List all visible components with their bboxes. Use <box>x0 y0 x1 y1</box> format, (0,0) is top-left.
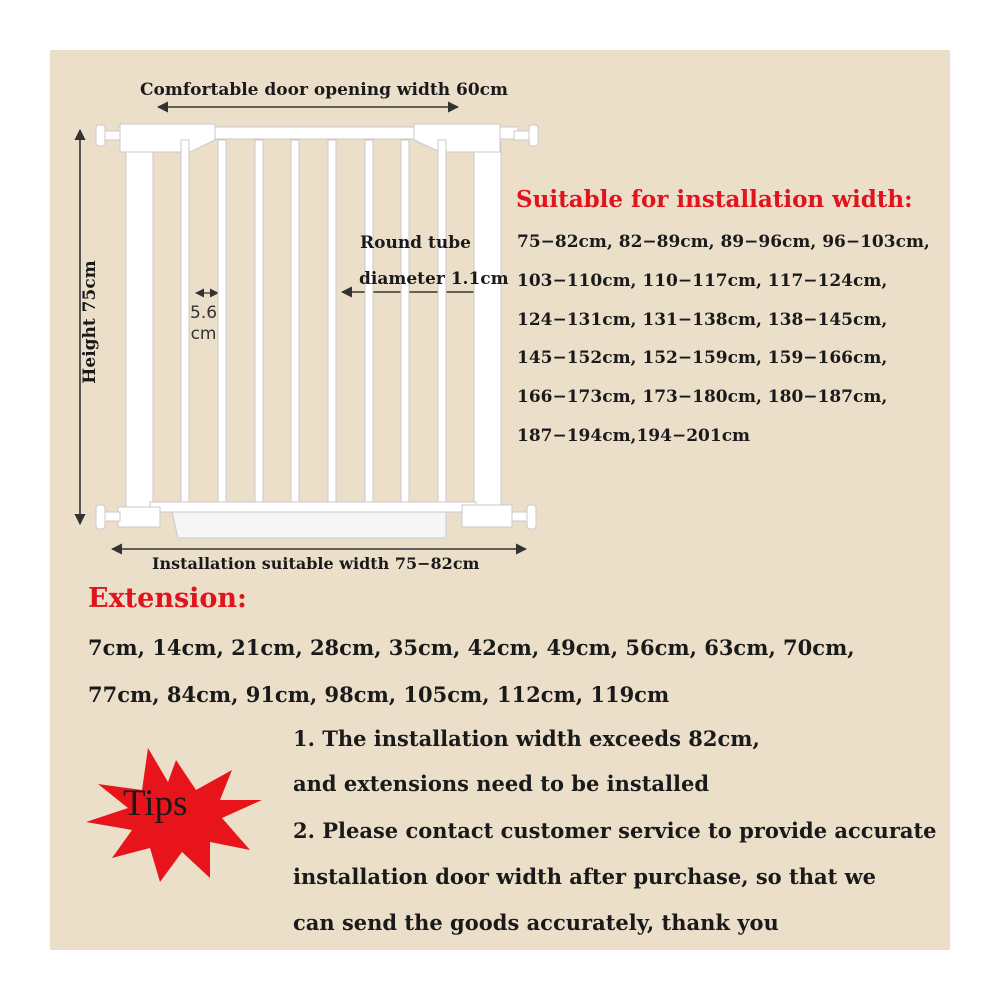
tip-line: 2. Please contact customer service to provide accurate <box>293 818 937 843</box>
tip-line: installation door width after purchase, so that we <box>293 864 877 889</box>
extension-row: 7cm, 14cm, 21cm, 28cm, 35cm, 42cm, 49cm, 56cm, 63cm, 70cm, <box>88 635 855 660</box>
top-dimension-label: Comfortable door opening width 60cm <box>140 80 508 100</box>
bar-gap-unit: cm <box>190 324 217 344</box>
extension-title: Extension: <box>88 583 248 614</box>
suitable-width-row: 124−131cm, 131−138cm, 138−145cm, <box>517 310 888 330</box>
bottom-dimension-label: Installation suitable width 75−82cm <box>152 554 480 573</box>
suitable-width-row: 187−194cm,194−201cm <box>517 426 751 446</box>
suitable-width-row: 166−173cm, 173−180cm, 180−187cm, <box>517 387 888 407</box>
gate-frame <box>96 124 538 538</box>
suitable-width-row: 145−152cm, 152−159cm, 159−166cm, <box>517 348 888 368</box>
tube-label-line1: Round tube <box>360 233 471 253</box>
bar-gap-label <box>190 303 217 345</box>
tube-label-line2: diameter 1.1cm <box>359 269 509 289</box>
bar-gap-value: 5.6 <box>190 303 218 323</box>
suitable-width-row: 103−110cm, 110−117cm, 117−124cm, <box>517 271 888 291</box>
tip-line: 1. The installation width exceeds 82cm, <box>293 726 760 751</box>
height-dimension-label: Height 75cm <box>80 260 100 384</box>
tip-line: and extensions need to be installed <box>293 771 710 796</box>
gate-bars <box>181 140 446 502</box>
suitable-width-row: 75−82cm, 82−89cm, 89−96cm, 96−103cm, <box>517 232 930 252</box>
tips-badge-label: Tips <box>123 783 188 824</box>
suitable-width-title: Suitable for installation width: <box>516 186 913 213</box>
tip-line: can send the goods accurately, thank you <box>293 910 779 935</box>
extension-row: 77cm, 84cm, 91cm, 98cm, 105cm, 112cm, 119cm <box>88 682 670 707</box>
